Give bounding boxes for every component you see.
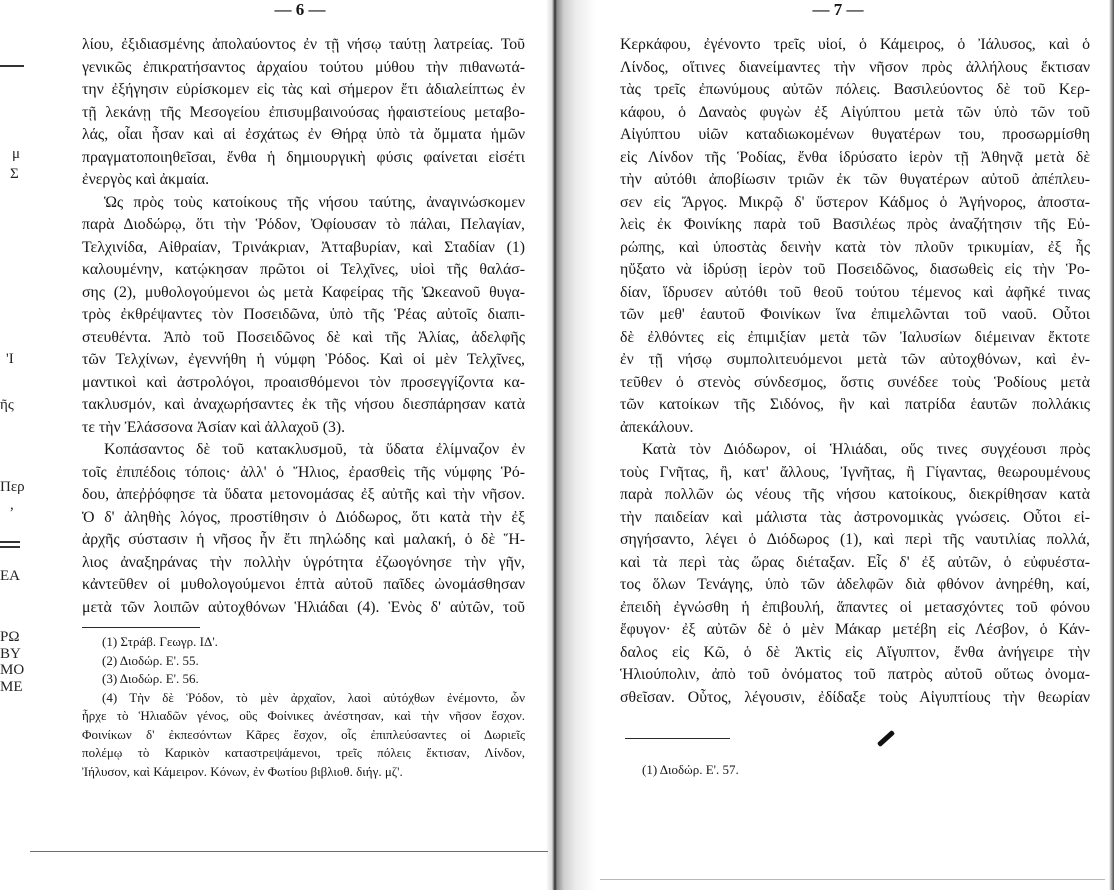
text-line: [620, 619, 1090, 642]
text-line-content: τῇ λεκάνῃ τῆς Μεσογείου ἐπισυμβαινούσας ἡφαιστείους μεταβο-: [82, 103, 525, 121]
text-line-content: Κατὰ τὸν Διόδωρον, οἱ Ἡλιάδαι, οὕς τινες συγχέουσι πρὸς: [642, 441, 1090, 458]
margin-bleed-text: ,: [10, 497, 14, 513]
text-line: [620, 394, 1090, 417]
text-line-content: σεν εἰς Ἄργος. Μικρῷ δ' ὕστερον Κάδμος ὁ Ἀγήνορος, ἀποστα-: [620, 193, 1090, 211]
page-edge: [1109, 0, 1114, 890]
margin-bleed-text: ΜΕ: [0, 679, 23, 695]
text-line: [620, 34, 1090, 57]
text-line: [620, 79, 1090, 102]
text-line-content: καὶ τὰ περὶ τὰς ὥρας διέταξαν. Εἷς δ' ἐξ αὐτῶν, ὁ εὐφυέστα-: [620, 553, 1090, 571]
text-line: [620, 192, 1090, 215]
text-line: [620, 529, 1090, 552]
text-line: [620, 574, 1090, 597]
text-line-content: τοῖς ἐπιπέδοις τόποις· ἀλλ' ὁ Ἥλιος, ἐρασθεὶς τῆς νύμφης Ῥό-: [82, 463, 525, 481]
footnote: [82, 670, 525, 689]
footnote: [82, 633, 525, 652]
text-line: [82, 327, 525, 350]
text-line-content: δαλος εἰς Κῶ, ὁ δὲ Ἀκτὶς εἰς Αἴγυπτον, ἔνθα ἀνήγειρε τὴν: [620, 643, 1090, 661]
right-page: [560, 0, 1114, 890]
footnote-line-content: (1) Στράβ. Γεωγρ. ΙΔ'.: [102, 634, 218, 649]
right-page-body-text: [620, 34, 1090, 709]
text-line-content: κάφου, ὁ Δαναὸς φυγὼν ἐξ Αἰγύπτου μετὰ τῶν ὑπὸ τῶν τοῦ: [620, 103, 1090, 121]
paragraph: [82, 192, 525, 440]
text-line-content: Αἰγύπτου υἱῶν καταδιωκομένων θυγατέρων του, προσωρμίσθη: [620, 126, 1090, 143]
text-line-content: δὲ ἐλθόντες εἰς ἐπιμιξίαν μετὰ τῶν Ἰαλυσίων διέμειναν ἔκτοτε: [620, 328, 1090, 346]
text-line: [620, 439, 1090, 462]
margin-bleed-text: ῆς: [0, 397, 14, 413]
text-line: [620, 552, 1090, 575]
text-line-content: σθεῖσαν. Οὗτος, λέγουσιν, ἐδίδαξε τοὺς Αἰγυπτίους τὴν θεωρίαν: [620, 688, 1090, 706]
text-line: [82, 237, 525, 260]
text-line: [620, 327, 1090, 350]
text-line: [620, 237, 1090, 260]
text-line: [82, 102, 525, 125]
text-line: [82, 529, 525, 552]
text-line-content: λιος ἀναξηράνας τὴν πολλὴν ὑγρότητα ἐζωογόνησε τὴν γῆν,: [82, 553, 525, 571]
text-line: [82, 507, 525, 530]
text-line-content: Ἡλιούπολιν, ἀπὸ τοῦ ὀνόματος τοῦ πατρὸς αὐτοῦ οὕτως ὀνομα-: [620, 666, 1090, 683]
text-line-content: Ὁ δ' ἀληθὴς λόγος, προστίθησιν ὁ Διόδωρος, ὅτι κατὰ τὴν ἐξ: [82, 508, 525, 526]
text-line: [620, 507, 1090, 530]
margin-rule-mark: [0, 541, 20, 543]
text-line-content: ηὔξατο νὰ ἱδρύσῃ ἱερὸν τοῦ Ποσειδῶνος, διασωθεὶς εἰς τὴν Ῥο-: [620, 261, 1090, 278]
margin-bleed-text: 'Ι: [6, 351, 14, 367]
text-line: [620, 124, 1090, 147]
right-page-footnotes: [622, 761, 1092, 780]
margin-rule-mark: [0, 546, 20, 548]
text-line: [620, 642, 1090, 665]
text-line-content: τος ὅλων Τενάγης, ὑπὸ τῶν ἀδελφῶν διὰ φθόνον ἀνηρέθη, καί,: [620, 576, 1090, 593]
text-line: [82, 124, 525, 147]
text-line-content: πραγματοποιηθεῖσαι, ἔνθα ἡ δημιουργικὴ φύσις φαίνεται εἰσέτι: [82, 148, 525, 166]
text-line: [620, 304, 1090, 327]
footnote: [622, 761, 1092, 780]
footnote-line: [622, 761, 1092, 780]
left-page: [0, 0, 552, 890]
page-bottom-edge: [30, 851, 548, 852]
text-line-content: λάς, οἷαι ἦσαν καὶ αἱ ἐσχάτως ἐν Θήρᾳ ὑπὸ τὰ ὄμματα ἡμῶν: [82, 126, 525, 143]
text-line-content: την ἐξήγησιν εὑρίσκομεν εἰς τὰς καὶ σήμερον ἔτι ἀδιαλείπτως ἐν: [82, 81, 525, 98]
footnote-line: [82, 633, 525, 652]
text-line: [82, 462, 525, 485]
text-line-content: ἀπεκάλουν.: [620, 418, 694, 436]
margin-bleed-text: ΒΥ: [0, 646, 21, 662]
text-line-content: Τελχινίδα, Αἰθραίαν, Τρινάκριαν, Ἀτταβυρίαν, καὶ Σταδίαν (1): [82, 238, 525, 256]
left-page-footnotes: [82, 633, 525, 781]
footnote-line: [82, 652, 525, 671]
text-line-content: τῶν μεθ' ἑαυτοῦ Φοινίκων ἵνα ἐπιμελῶνται τοῦ ναοῦ. Οὗτοι: [620, 306, 1090, 323]
footnote-rule: [625, 738, 730, 739]
text-line-content: ἐνεργὸς καὶ ἀκμαία.: [82, 171, 210, 188]
text-line: [620, 147, 1090, 170]
footnote-rule: [82, 627, 200, 628]
text-line-content: Ὡς πρὸς τοὺς κατοίκους τῆς νήσου ταύτης, ἀναγινώσκομεν: [104, 193, 525, 211]
text-line-content: ἐν τῇ νήσῳ συμπολιτευόμενοι μετὰ τῶν αὐτοχθόνων, καὶ ἐν-: [620, 351, 1090, 368]
text-line: [82, 394, 525, 417]
text-line-content: τακλυσμόν, καὶ ἀναχωρήσαντες ἐκ τῆς νήσου διεσπάρησαν κατὰ: [82, 396, 525, 413]
margin-bleed-text: ΕΑ: [0, 568, 20, 584]
text-line-content: τε τὴν Ἐλάσσονα Ἀσίαν καὶ ἀλλαχοῦ (3).: [82, 418, 346, 436]
text-line-content: δίαν, ἵδρυσεν αὐτόθι τοῦ θεοῦ τούτου τέμενος καὶ ἀφῆκέ τινας: [620, 283, 1090, 301]
text-line-content: ἀρχῆς σύστασιν ἡ νῆσος ἦν ἔτι πηλώδης καὶ μαλακή, ὁ δὲ Ἥ-: [82, 531, 525, 548]
text-line-content: ἔφυγον· ἐξ αὐτῶν δὲ ὁ μὲν Μάκαρ μετέβη εἰς Λέσβον, ὁ Κάν-: [620, 621, 1090, 638]
text-line: [82, 57, 525, 80]
footnote: [82, 652, 525, 671]
footnote-line: [82, 763, 525, 782]
paragraph: [620, 34, 1090, 439]
text-line-content: Λίνδος, οἵτινες διανείμαντες τὴν νῆσον πρὸς ἀλλήλους ἔκτισαν: [620, 58, 1090, 76]
margin-bleed-text: ΜΟ: [0, 662, 25, 678]
footnote-line-content: ἦρχε τὸ Ἡλιαδῶν γένος, οὓς Φοίνικες ἀνέστησαν, καὶ τὴν νῆσον ἔσχον.: [82, 708, 525, 723]
paragraph: [82, 34, 525, 192]
text-line-content: στευθέντα. Ἀπὸ τοῦ Ποσειδῶνος δὲ καὶ τῆς Ἁλίας, ἀδελφῆς: [82, 328, 525, 346]
text-line-content: τεῦθεν ὁ στενὸς σύνδεσμος, ὅστις συνέδεε τοὺς Ῥοδίους μετὰ: [620, 373, 1090, 391]
page-number: — 6 —: [274, 0, 326, 19]
footnote-line: [82, 707, 525, 726]
text-line: [82, 574, 525, 597]
page-number: — 7 —: [812, 0, 864, 19]
text-line-content: δου, ἀπεῤῥόφησε τὰ ὕδατα μετονομάσας ἐξ αὐτῆς καὶ τὴν νῆσον.: [82, 486, 525, 503]
text-line-content: παρὰ Διοδώρῳ, ὅτι τὴν Ῥόδον, Ὀφίουσαν τὸ πάλαι, Πελαγίαν,: [82, 216, 525, 233]
text-line: [82, 34, 525, 57]
text-line: [82, 304, 525, 327]
text-line-content: τὴν αὐτόθι ἀποβίωσιν τριῶν ἐκ τῶν θυγατέρων αὐτοῦ ἀπέπλευ-: [620, 171, 1090, 188]
text-line: [82, 597, 525, 620]
footnote-line-content: (2) Διοδώρ. Ε'. 55.: [102, 652, 199, 668]
text-line: [620, 664, 1090, 687]
text-line: [82, 349, 525, 372]
text-line-content: τῶν Τελχίνων, ἐγεννήθη ἡ νύμφη Ῥόδος. Καὶ οἱ μὲν Τελχῖνες,: [82, 351, 525, 368]
text-line-content: σης (2), μυθολογούμενοι ὡς μετὰ Καφείρας τῆς Ὠκεανοῦ θυγα-: [82, 283, 525, 301]
text-line-content: κἀντεῦθεν οἱ μυθολογούμενοι ἑπτὰ αὐτοῦ παῖδες ὠνομάσθησαν: [82, 576, 525, 593]
text-line-content: ρώπης, καὶ ὑποστὰς δεινὴν κατὰ τὸν πλοῦν τρικυμίαν, ἐξ ἧς: [620, 238, 1090, 256]
text-line: [620, 282, 1090, 305]
footnote: [82, 689, 525, 782]
text-line-content: σηγήσαντο, λέγει ὁ Διόδωρος (1), καὶ περὶ τῆς ναυτιλίας πολλά,: [620, 531, 1090, 548]
text-line-content: τὰς τρεῖς ἐπωνύμους αὐτῶν πόλεις. Βασιλεύοντος δὲ τοῦ Κερ-: [620, 81, 1090, 98]
text-line: [82, 552, 525, 575]
text-line: [82, 79, 525, 102]
margin-bleed-text: Σ: [10, 166, 19, 182]
text-line-content: ἐπειδὴ ἐγνώσθη ἡ ἐπιβουλή, ἅπαντες οἱ μετασχόντες τοῦ φόνου: [620, 598, 1090, 616]
footnote-line: [82, 689, 525, 708]
text-line-content: καλουμένην, κατῴκησαν πρῶτοι οἱ Τελχῖνες, υἱοὶ τῆς θαλάσ-: [82, 261, 525, 278]
text-line-content: τοὺς Γνῆτας, ἢ, κατ' ἄλλους, Ἰγνῆτας, ἢ Γίγαντας, θεωρουμένους: [620, 463, 1090, 481]
text-line: [620, 57, 1090, 80]
text-line-content: τῶν κατοίκων τῆς Σιδόνος, ἣν καὶ πατρίδα ἑαυτῶν πολλάκις: [620, 396, 1090, 413]
footnote-line: [82, 726, 525, 745]
margin-bleed-text: ΡΩ: [0, 629, 20, 645]
footnote-line-content: Φοινίκων δ' ἐκπεσόντων Κᾶρες ἔσχον, οἷς ἐπιπλεύσαντες οἱ Δωριεῖς: [82, 726, 525, 742]
left-page-body-text: [82, 34, 525, 619]
text-line: [620, 259, 1090, 282]
text-line-content: παρὰ πολλῶν ὡς νέους τῆς νήσου κατοίκους, διεκρίθησαν κατὰ: [620, 486, 1090, 503]
text-line: [620, 349, 1090, 372]
text-line: [82, 484, 525, 507]
footnote-line-content: (3) Διοδώρ. Ε'. 56.: [102, 671, 199, 686]
text-line: [82, 439, 525, 462]
footnote-line-content: (1) Διοδώρ. Ε'. 57.: [642, 762, 739, 777]
text-line: [82, 147, 525, 170]
text-line-content: μαντικοὶ καὶ ἀστρολόγοι, προαισθόμενοι τὸν προσεγγίζοντα κα-: [82, 373, 525, 391]
text-line: [620, 169, 1090, 192]
text-line-content: Κερκάφου, ἐγένοντο τρεῖς υἱοί, ὁ Κάμειρος, ὁ Ἰάλυσος, καὶ ὁ: [620, 36, 1090, 53]
text-line-content: Κοπάσαντος δὲ τοῦ κατακλυσμοῦ, τὰ ὕδατα ἐλίμναζον ἐν: [104, 441, 525, 458]
text-line: [82, 372, 525, 395]
text-line-content: γενικῶς ἐπικρατήσαντος ἀρχαίου τούτου μύθου τὴν πιθανωτά-: [82, 58, 525, 76]
text-line-content: τρὸς ἐκθρέψαντες τὸν Ποσειδῶνα, ὑπὸ τῆς Ῥέας αὐτοῖς διαπι-: [82, 306, 525, 323]
text-line: [620, 417, 1090, 440]
text-line-content: μετὰ τῶν λοιπῶν αὐτοχθόνων Ἡλιάδαι (4). Ἑνὸς δ' αὐτῶν, τοῦ: [82, 598, 525, 616]
margin-bleed-text: μ: [12, 146, 21, 162]
footnote-line-content: Ἰήλυσον, καὶ Κάμειρον. Κόνων, ἐν Φωτίου βιβλιοθ. διήγ. μζ'.: [82, 763, 403, 779]
text-line: [82, 214, 525, 237]
text-line: [82, 417, 525, 440]
text-line: [620, 214, 1090, 237]
text-line-content: εἰς Λίνδον τῆς Ῥοδίας, ἔνθα ἱδρύσατο ἱερὸν τῇ Ἀθηνᾷ μετὰ δὲ: [620, 148, 1090, 166]
text-line: [82, 259, 525, 282]
margin-rule-mark: [0, 65, 24, 67]
text-line: [620, 687, 1090, 710]
text-line: [620, 597, 1090, 620]
text-line-content: λίου, ἐξιδιασμένης ἀπολαύοντος ἐν τῇ νήσῳ ταύτῃ λατρείας. Τοῦ: [82, 36, 525, 53]
footnote-line-content: (4) Τὴν δὲ Ῥόδον, τὸ μὲν ἀρχαῖον, λαοὶ αὐτόχθων ἐνέμοντο, ὧν: [102, 689, 525, 705]
text-line: [620, 102, 1090, 125]
text-line: [82, 169, 525, 192]
footnote-line-content: πολέμῳ τὸ Καρικὸν καταστρεψάμενοι, τρεῖς πόλεις ἔκτισαν, Λίνδον,: [82, 745, 525, 760]
text-line: [82, 192, 525, 215]
page-bottom-edge: [600, 879, 1105, 880]
footnote-line: [82, 670, 525, 689]
text-line: [82, 282, 525, 305]
text-line: [620, 462, 1090, 485]
margin-bleed-text: Περ: [0, 479, 25, 495]
text-line: [620, 484, 1090, 507]
text-line-content: λεὶς ἐκ Φοινίκης παρὰ τοῦ Βασιλέως πρὸς ἀναζήτησιν τῆς Εὐ-: [620, 216, 1090, 233]
paragraph: [620, 439, 1090, 709]
text-line-content: τὴν παιδείαν καὶ μάλιστα τὰς ἀστρονομικὰς γνώσεις. Οὗτοι εἰ-: [620, 508, 1090, 526]
paragraph: [82, 439, 525, 619]
footnote-line: [82, 744, 525, 763]
text-line: [620, 372, 1090, 395]
